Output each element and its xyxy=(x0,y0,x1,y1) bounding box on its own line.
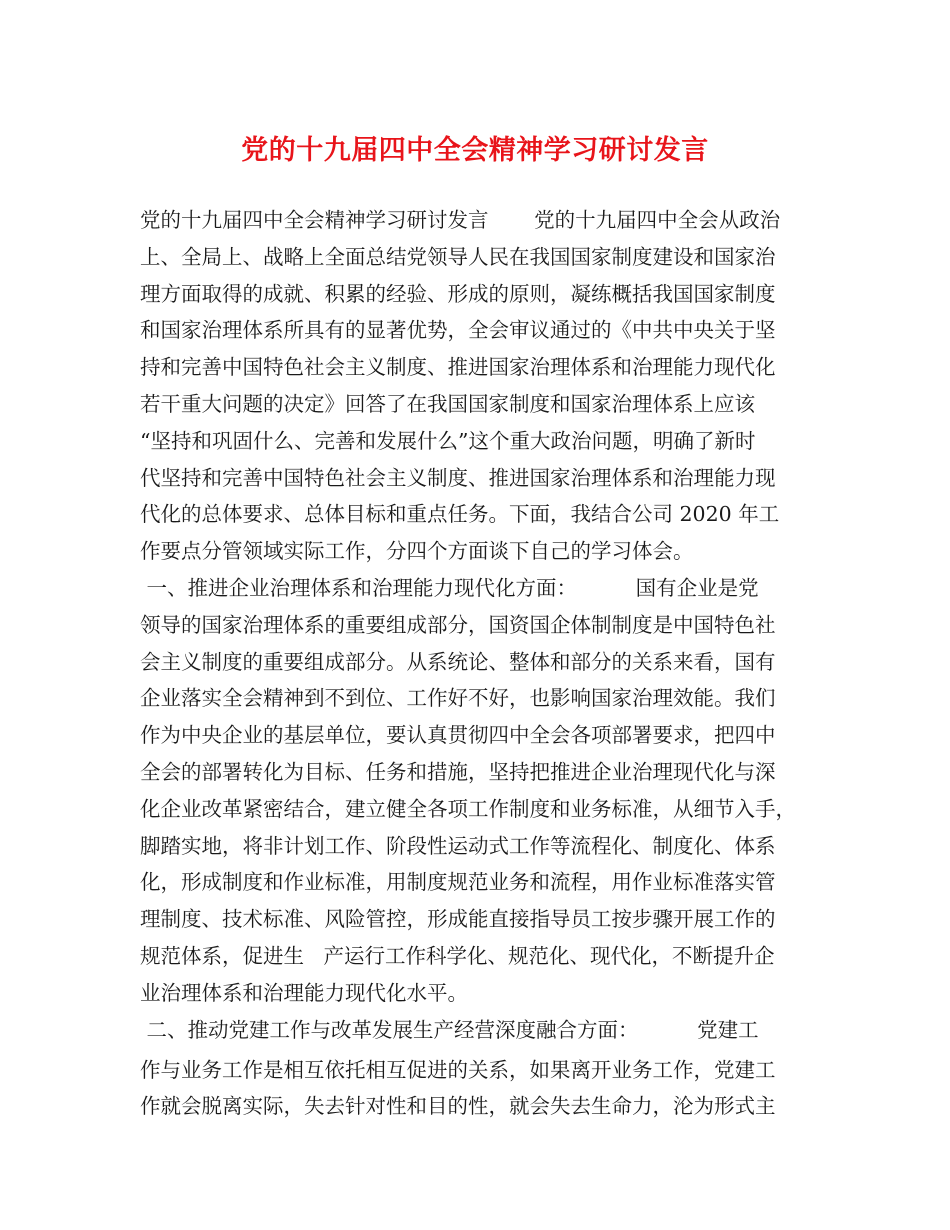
body-text-line: 代坚持和完善中国特色社会主义制度、推进国家治理体系和治理能力现 xyxy=(140,465,776,490)
body-text-line: 领导的国家治理体系的重要组成部分，国资国企体制制度是中国特色社 xyxy=(140,612,776,637)
body-text-line: 作与业务工作是相互依托相互促进的关系，如果离开业务工作，党建工 xyxy=(140,1057,776,1082)
body-text-line: 化，形成制度和作业标准，用制度规范业务和流程，用作业标准落实管 xyxy=(140,870,776,895)
body-text-line: 全会的部署转化为目标、任务和措施，坚持把推进企业治理现代化与深 xyxy=(140,759,776,784)
document-title: 党的十九届四中全会精神学习研讨发言 xyxy=(241,135,709,166)
body-text-line: “坚持和巩固什么、完善和发展什么”这个重大政治问题，明确了新时 xyxy=(140,428,756,453)
body-text-line: 理制度、技术标准、风险管控，形成能直接指导员工按步骤开展工作的 xyxy=(140,907,776,932)
body-text-line: 上、全局上、战略上全面总结党领导人民在我国国家制度建设和国家治 xyxy=(140,244,776,269)
body-text-line: 化企业改革紧密结合，建立健全各项工作制度和业务标准，从细节入手， xyxy=(140,796,796,821)
document-body xyxy=(140,202,820,1125)
body-text-line: 代化的总体要求、总体目标和重点任务。下面，我结合公司 2020 年工 xyxy=(140,502,780,527)
body-text-line: 二、推动党建工作与改革发展生产经营深度融合方面： 党建工 xyxy=(140,1017,759,1042)
body-text-line: 会主义制度的重要组成部分。从系统论、整体和部分的关系来看，国有 xyxy=(140,649,776,674)
body-text-line: 作要点分管领域实际工作，分四个方面谈下自己的学习体会。 xyxy=(140,539,694,564)
body-text-line: 若干重大问题的决定》回答了在我国国家制度和国家治理体系上应该 xyxy=(140,391,755,416)
body-text-line: 党的十九届四中全会精神学习研讨发言 党的十九届四中全会从政治 xyxy=(140,208,781,232)
body-text-line: 持和完善中国特色社会主义制度、推进国家治理体系和治理能力现代化 xyxy=(140,355,776,380)
body-text-line: 一、推进企业治理体系和治理能力现代化方面： 国有企业是党 xyxy=(140,575,759,600)
body-text-line: 业治理体系和治理能力现代化水平。 xyxy=(140,980,468,1005)
body-text-line: 作为中央企业的基层单位，要认真贯彻四中全会各项部署要求，把四中 xyxy=(140,723,776,748)
body-text-line: 作就会脱离实际，失去针对性和目的性，就会失去生命力，沦为形式主 xyxy=(140,1094,776,1119)
body-text-line: 和国家治理体系所具有的显著优势，全会审议通过的《中共中央关于坚 xyxy=(140,318,776,343)
body-text-line: 规范体系，促进生 产运行工作科学化、规范化、现代化，不断提升企 xyxy=(140,943,775,968)
body-text-line: 脚踏实地，将非计划工作、阶段性运动式工作等流程化、制度化、体系 xyxy=(140,833,776,858)
body-text-line: 企业落实全会精神到不到位、工作好不好，也影响国家治理效能。我们 xyxy=(140,686,776,711)
body-text-line: 理方面取得的成就、积累的经验、形成的原则，凝练概括我国国家制度 xyxy=(140,281,776,306)
